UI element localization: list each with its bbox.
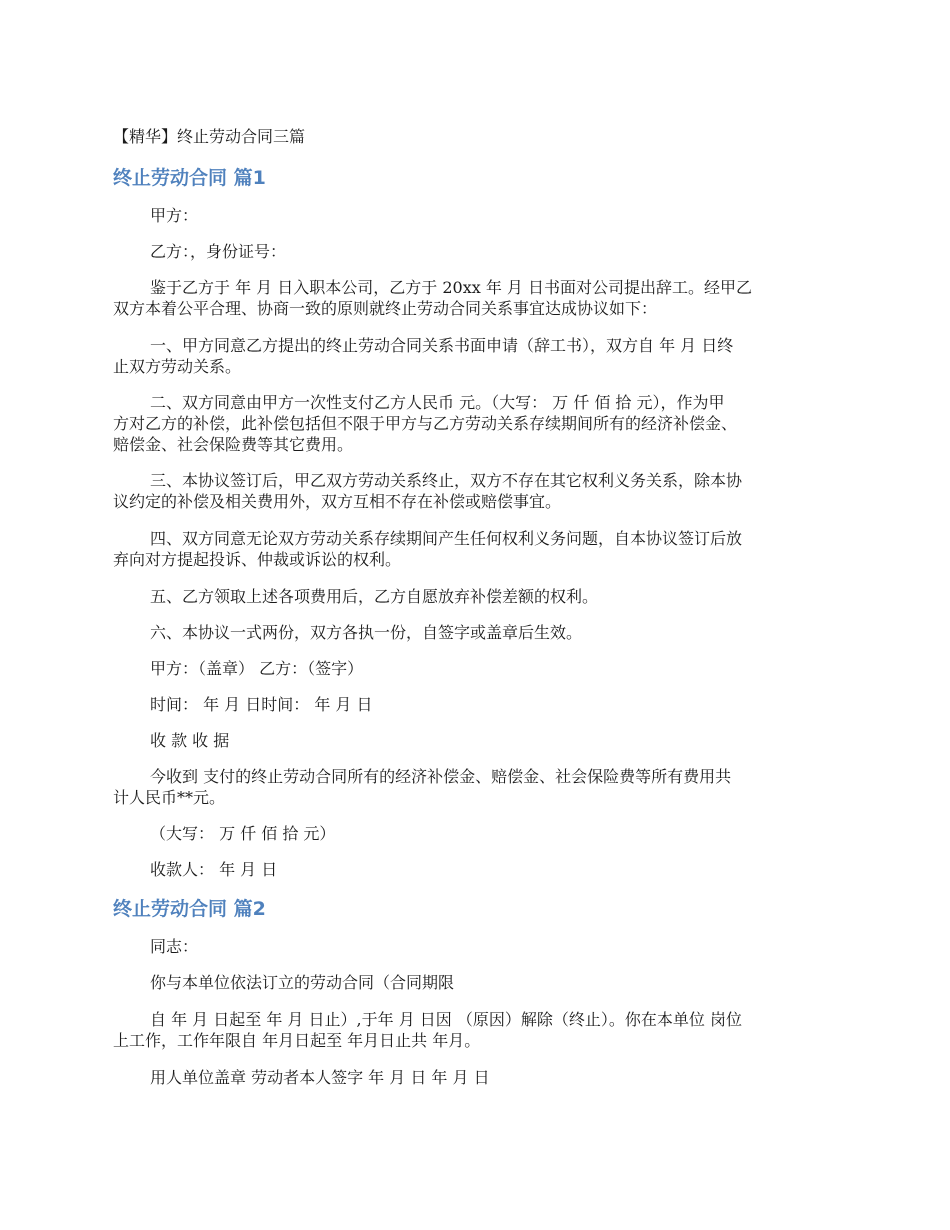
text-line: 用人单位盖章 劳动者本人签字 年 月 日 年 月 日 [150,1068,490,1087]
text-line: 收 款 收 据 [150,731,230,750]
paragraph-clause-3 [113,470,838,512]
text-line: 议约定的补偿及相关费用外，双方互相不存在补偿或赔偿事宜。 [113,492,562,511]
text-line: 三、本协议签订后，甲乙双方劳动关系终止，双方不存在其它权利义务关系，除本协 [150,471,743,490]
paragraph-preamble [113,277,838,319]
paragraph-receiver [113,859,838,880]
text-line: 自 年 月 日起至 年 月 日止）,于年 月 日因 （原因）解除（终止）。你在本单位 岗位 [150,1010,742,1029]
paragraph-party-b [113,241,838,262]
paragraph-dates [113,694,838,715]
text-line: 方对乙方的补偿，此补偿包括但不限于甲方与乙方劳动关系存续期间所有的经济补偿金、 [113,414,738,433]
text-line: 甲方：（盖章） 乙方：（签字） [150,659,364,678]
text-line: 五、乙方领取上述各项费用后，乙方自愿放弃补偿差额的权利。 [150,587,599,606]
paragraph-clause-6 [113,622,838,643]
section-heading-1: 终止劳动合同 篇1 [113,167,266,189]
paragraph-signatures [113,658,838,679]
text-line: 六、本协议一式两份，双方各执一份，自签字或盖章后生效。 [150,623,583,642]
paragraph-signature-line [113,1067,838,1088]
paragraph-receipt-amount [113,823,838,844]
section-heading-2: 终止劳动合同 篇2 [113,898,266,920]
text-line: 双方本着公平合理、协商一致的原则就终止劳动合同关系事宜达成协议如下： [113,299,658,318]
text-line: 今收到 支付的终止劳动合同所有的经济补偿金、赔偿金、社会保险费等所有费用共 [150,767,732,786]
text-line: 时间： 年 月 日时间： 年 月 日 [150,695,373,714]
text-line: 计人民币**元。 [113,788,226,807]
text-line: 甲方： [150,206,199,225]
text-line: 乙方：，身份证号： [150,242,287,261]
text-line: 鉴于乙方于 年 月 日入职本公司，乙方于 20xx 年 月 日书面对公司提出辞工。经甲乙 [150,278,753,297]
text-line: （大写： 万 仟 佰 拾 元） [150,824,336,843]
paragraph-clause-5 [113,586,838,607]
text-line: 弃向对方提起投诉、仲裁或诉讼的权利。 [113,550,402,569]
paragraph-termination-details [113,1009,838,1051]
text-line: 你与本单位依法订立的劳动合同（合同期限 [150,973,455,992]
text-line: 二、双方同意由甲方一次性支付乙方人民币 元。（大写： 万 仟 佰 拾 元），作为甲 [150,393,725,412]
text-line: 同志： [150,937,199,956]
paragraph-clause-2 [113,392,838,455]
paragraph-contract-term [113,972,838,993]
paragraph-party-a [113,205,838,226]
paragraph-receipt-body [113,766,838,808]
document-title: 【精华】终止劳动合同三篇 [113,127,306,146]
text-line: 上工作，工作年限自 年月日起至 年月日止共 年月。 [113,1031,481,1050]
paragraph-clause-1 [113,335,838,377]
paragraph-receipt-title [113,730,838,751]
text-line: 止双方劳动关系。 [113,357,242,376]
text-line: 四、双方同意无论双方劳动关系存续期间产生任何权利义务问题，自本协议签订后放 [150,529,743,548]
text-line: 一、甲方同意乙方提出的终止劳动合同关系书面申请（辞工书），双方自 年 月 日终 [150,336,734,355]
paragraph-clause-4 [113,528,838,570]
text-line: 赔偿金、社会保险费等其它费用。 [113,435,354,454]
paragraph-salutation [113,936,838,957]
text-line: 收款人： 年 月 日 [150,860,278,879]
